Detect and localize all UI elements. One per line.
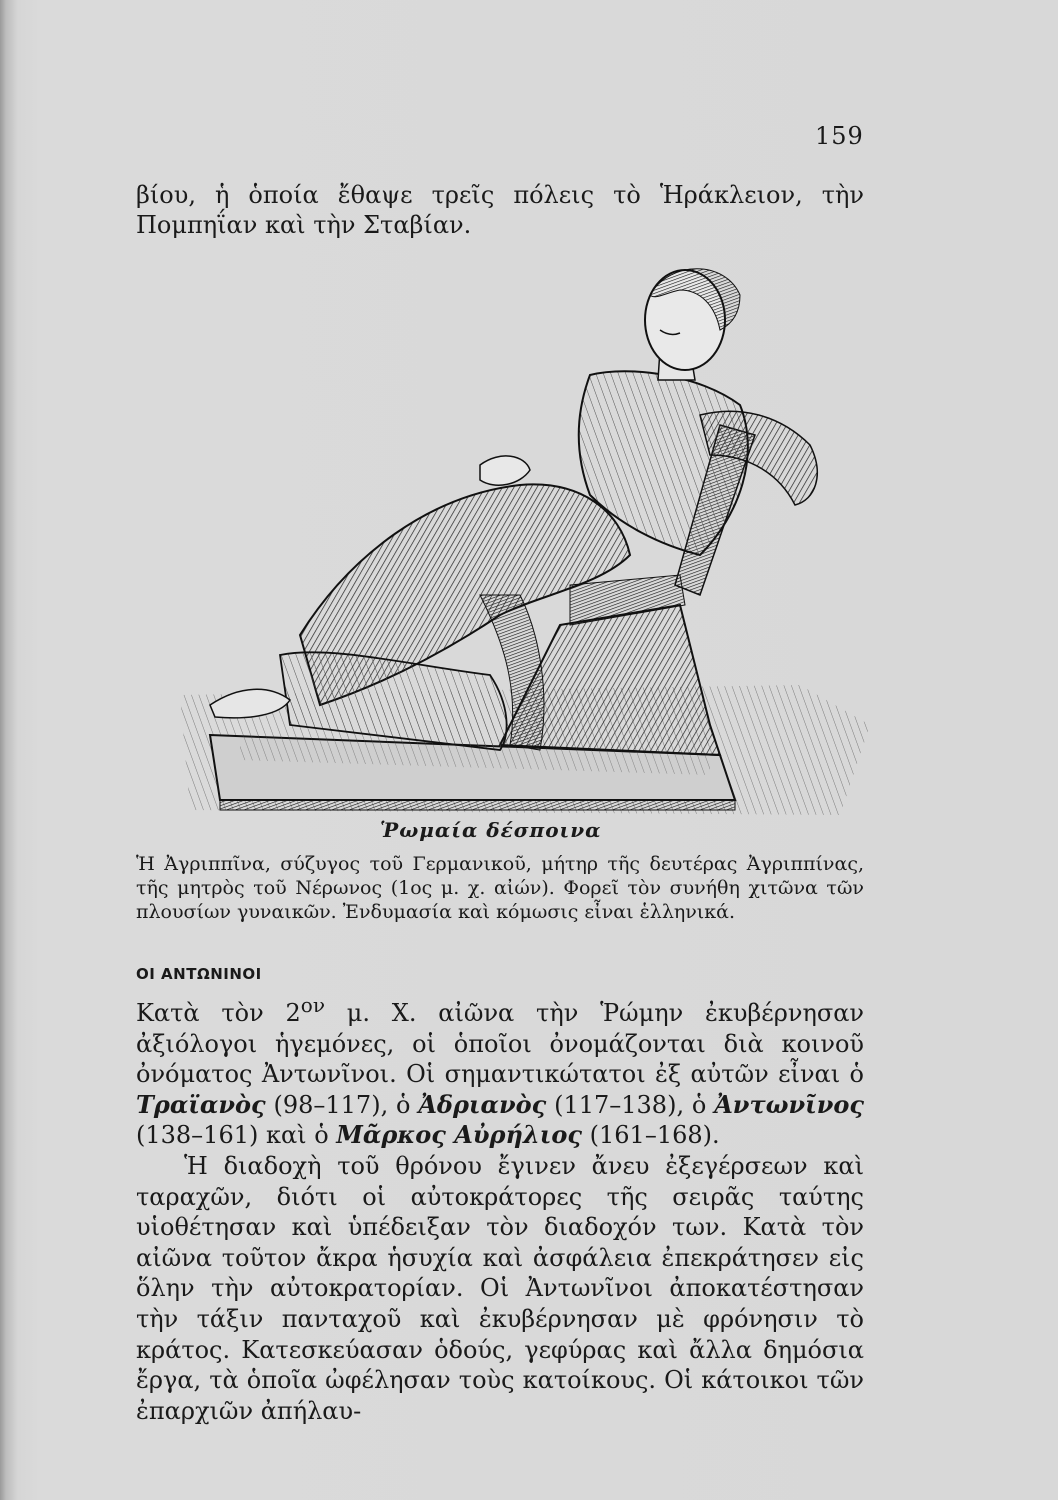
emperor-name-marcus-aurelius: Μᾶρκος Αὐρήλιος — [336, 1120, 583, 1150]
intro-paragraph: βίου, ἡ ὁποία ἔθαψε τρεῖς πόλεις τὸ Ἡράκλειον, τὴν Πομπηΐαν καὶ τὴν Σταβίαν. — [136, 181, 864, 239]
figure-caption-body: Ἡ Ἀγριππῖνα, σύζυγος τοῦ Γερμανικοῦ, μήτηρ τῆς δευτέρας Ἀγριππίνας, τῆς μητρὸς τοῦ Νέρωνος (1ος μ. χ. αἰών). Φορεῖ τὸν συνήθη χιτῶνα τῶν πλουσίων γυναικῶν. Ἐνδυμασία καὶ κόμωσις εἶναι ἑλληνικά. — [136, 853, 864, 923]
page-number: 159 — [815, 122, 864, 150]
emperor-name-antoninus: Ἀντωνῖνος — [714, 1089, 864, 1119]
section-body — [136, 990, 864, 1426]
paragraph-succession: Ἡ διαδοχὴ τοῦ θρόνου ἔγινεν ἄνευ ἐξεγέρσεων καὶ ταραχῶν, διότι οἱ αὐτοκράτορες τῆς σειρᾶς ταύτης υἱοθέτησαν καὶ ὑπέδειξαν τὸν διαδοχόν των. Κατὰ τὸν αἰῶνα τοῦτον ἄκρα ἡσυχία καὶ ἀσφάλεια ἐπεκράτησεν εἰς ὅλην τὴν αὐτοκρατορίαν. Οἱ Ἀντωνῖνοι ἀποκατέστησαν τὴν τάξιν πανταχοῦ καὶ ἐκυβέρνησαν μὲ φρόνησιν τὸ κράτος. Κατεσκεύασαν ὁδούς, γεφύρας καὶ ἄλλα δημόσια ἔργα, τὰ ὁποῖα ὠφέλησαν τοὺς κατοίκους. Οἱ κάτοικοι τῶν ἐπαρχιῶν ἀπήλαυ- — [136, 1151, 864, 1425]
p1-superscript: ον — [300, 993, 325, 1017]
section-heading: ΟΙ ΑΝΤΩΝΙΝΟΙ — [136, 965, 262, 983]
p1-text-c: (98–117), ὁ — [265, 1090, 419, 1119]
statue-illustration — [180, 255, 880, 820]
p1-text-d: (117–138), ὁ — [546, 1090, 715, 1119]
p1-text-b: μ. Χ. αἰῶνα τὴν Ῥώμην ἐκυβέρνησαν ἀξιόλογοι ἡγεμόνες, οἱ ὁποῖοι ὀνομάζονται διὰ κοινοῦ ὀνόματος Ἀντωνῖνοι. Οἱ σημαντικώτατοι ἐξ αὐτῶν εἶναι ὁ — [136, 999, 864, 1089]
emperor-name-trajan: Τραϊανὸς — [136, 1089, 266, 1119]
figure-caption-title: Ῥωμαία δέσποινα — [380, 818, 602, 842]
p1-text-a: Κατὰ τὸν 2 — [136, 999, 301, 1027]
seated-woman-engraving-icon — [180, 255, 880, 820]
emperor-name-hadrian: Ἀδριανὸς — [418, 1089, 547, 1119]
p1-text-f: (161–168). — [582, 1121, 720, 1150]
p1-text-e: (138–161) καὶ ὁ — [136, 1121, 337, 1150]
paragraph-antonines-intro — [136, 990, 864, 1151]
